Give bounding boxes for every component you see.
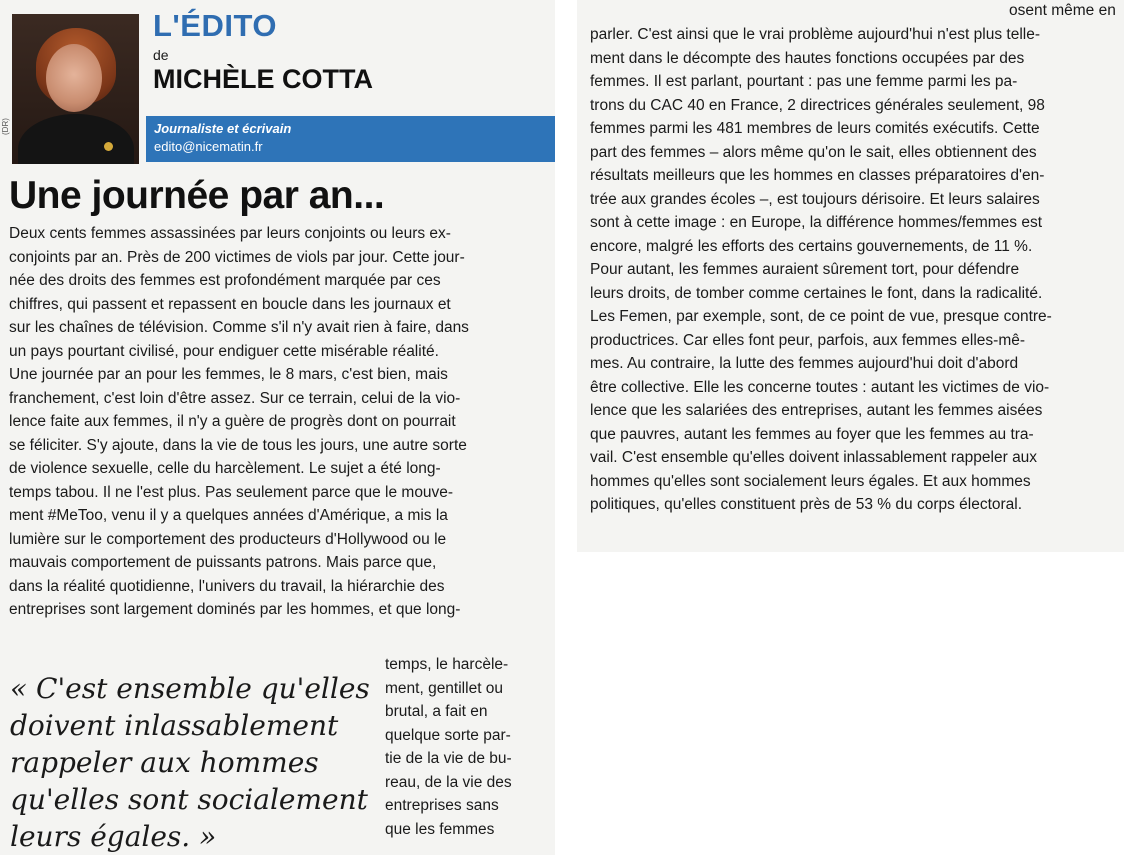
text-line: que pauvres, autant les femmes au foyer que les femmes au tra- — [590, 425, 1034, 443]
text-line: encore, malgré les efforts des certains gouvernements, de 11 %. — [590, 237, 1033, 255]
text-line: part des femmes – alors même qu'on le sait, elles obtiennent des — [590, 143, 1037, 161]
text-line: reau, de la vie des — [385, 773, 512, 791]
quote-line: rappeler aux hommes — [10, 746, 319, 779]
text-line: se féliciter. S'y ajoute, dans la vie de tous les jours, une autre sorte — [9, 436, 467, 454]
quote-line: doivent inlassablement — [10, 709, 339, 742]
quote-line: leurs égales. » — [10, 820, 217, 853]
article-headline: Une journée par an... — [9, 174, 385, 217]
right-body-text — [590, 23, 1120, 517]
text-line: Pour autant, les femmes auraient sûrement tort, pour défendre — [590, 261, 1020, 278]
text-line: parler. C'est ainsi que le vrai problème aujourd'hui n'est plus telle- — [590, 26, 1041, 43]
photo-body-shape — [18, 114, 134, 164]
text-line: ment dans le décompte des hautes fonctions occupées par des — [590, 49, 1025, 67]
text-line: trée aux grandes écoles –, est toujours dérisoire. Et leurs salaires — [590, 190, 1040, 208]
text-line: quelque sorte par- — [385, 726, 511, 744]
pull-quote — [10, 670, 380, 855]
author-prefix: de — [153, 47, 169, 63]
text-line: lence que les salariées des entreprises, autant les femmes aisées — [590, 402, 1043, 419]
text-line: sont à cette image : en Europe, la différence hommes/femmes est — [590, 214, 1043, 231]
text-line: femmes parmi les 481 membres de leurs comités exécutifs. Cette — [590, 120, 1040, 137]
text-line: résultats meilleurs que les hommes en classes préparatoires d'en- — [590, 167, 1045, 184]
right-first-line: osent même en — [1009, 2, 1116, 19]
left-body-text — [9, 222, 549, 622]
text-line: de violence sexuelle, celle du harcèlement. Le sujet a été long- — [9, 460, 441, 477]
text-line: être collective. Elle les concerne toutes : autant les victimes de vio- — [590, 378, 1050, 396]
left-column — [0, 0, 555, 855]
text-line: temps tabou. Il ne l'est plus. Pas seulement parce que le mouve- — [9, 483, 454, 501]
text-line: leurs droits, de tomber comme certaines le font, dans la radicalité. — [590, 284, 1043, 302]
text-line: conjoints par an. Près de 200 victimes de viols par jour. Cette jour- — [9, 248, 465, 266]
text-line: politiques, qu'elles constituent près de 53 % du corps électoral. — [590, 496, 1023, 513]
author-photo — [12, 14, 139, 164]
text-line: trons du CAC 40 en France, 2 directrices générales seulement, 98 — [590, 96, 1045, 114]
author-name: MICHÈLE COTTA — [153, 64, 373, 94]
text-line: ment #MeToo, venu il y a quelques années d'Amérique, a mis la — [9, 507, 448, 524]
text-line: temps, le harcèle- — [385, 656, 509, 673]
text-line: mauvais comportement de puissants patrons. Mais parce que, — [9, 554, 437, 571]
text-line: un pays pourtant civilisé, pour endiguer cette misérable réalité. — [9, 342, 439, 360]
quote-line: « C'est ensemble qu'elles — [10, 672, 370, 705]
text-line: femmes. Il est parlant, pourtant : pas une femme parmi les pa- — [590, 73, 1018, 90]
text-line: ment, gentillet ou — [385, 679, 504, 697]
photo-face-shape — [46, 44, 102, 112]
text-line: tie de la vie de bu- — [385, 750, 512, 767]
author-role: Journaliste et écrivain — [154, 121, 292, 136]
text-line: que les femmes — [385, 820, 495, 838]
photo-brooch-shape — [104, 142, 113, 151]
author-email: edito@nicematin.fr — [154, 139, 263, 154]
text-line: vail. C'est ensemble qu'elles doivent inlassablement rappeler aux — [590, 449, 1038, 466]
edito-header — [0, 0, 555, 170]
text-line: mes. Au contraire, la lutte des femmes aujourd'hui doit d'abord — [590, 355, 1019, 372]
author-info-band — [146, 116, 555, 162]
text-line: dans la réalité quotidienne, l'univers du travail, la hiérarchie des — [9, 577, 445, 595]
text-line: entreprises sans — [385, 797, 499, 814]
text-line: Une journée par an pour les femmes, le 8 mars, c'est bien, mais — [9, 366, 448, 383]
text-line: brutal, a fait en — [385, 703, 488, 720]
text-line: hommes qu'elles sont socialement leurs égales. Et aux hommes — [590, 472, 1031, 490]
text-line: lumière sur le comportement des producteurs d'Hollywood ou le — [9, 530, 447, 548]
quote-line: qu'elles sont socialement — [10, 783, 368, 816]
text-line: lence faite aux femmes, il n'y a guère de progrès dont on pourrait — [9, 413, 456, 430]
text-line: productrices. Car elles font peur, parfois, aux femmes elles-mê- — [590, 331, 1026, 349]
text-line: franchement, c'est loin d'être assez. Sur ce terrain, celui de la vio- — [9, 389, 461, 407]
text-line: née des droits des femmes est profondément marquée par ces — [9, 272, 441, 289]
text-line: Les Femen, par exemple, sont, de ce point de vue, presque contre- — [590, 308, 1052, 325]
text-line: Deux cents femmes assassinées par leurs conjoints ou leurs ex- — [9, 225, 451, 242]
text-line: entreprises sont largement dominés par les hommes, et que long- — [9, 601, 461, 618]
text-line: sur les chaînes de télévision. Comme s'il n'y avait rien à faire, dans — [9, 319, 469, 336]
section-title: L'ÉDITO — [153, 8, 277, 43]
text-line: chiffres, qui passent et repassent en boucle dans les journaux et — [9, 295, 451, 313]
left-narrow-text — [385, 653, 550, 841]
right-column — [577, 0, 1124, 552]
photo-credit: (DR) — [1, 118, 10, 135]
